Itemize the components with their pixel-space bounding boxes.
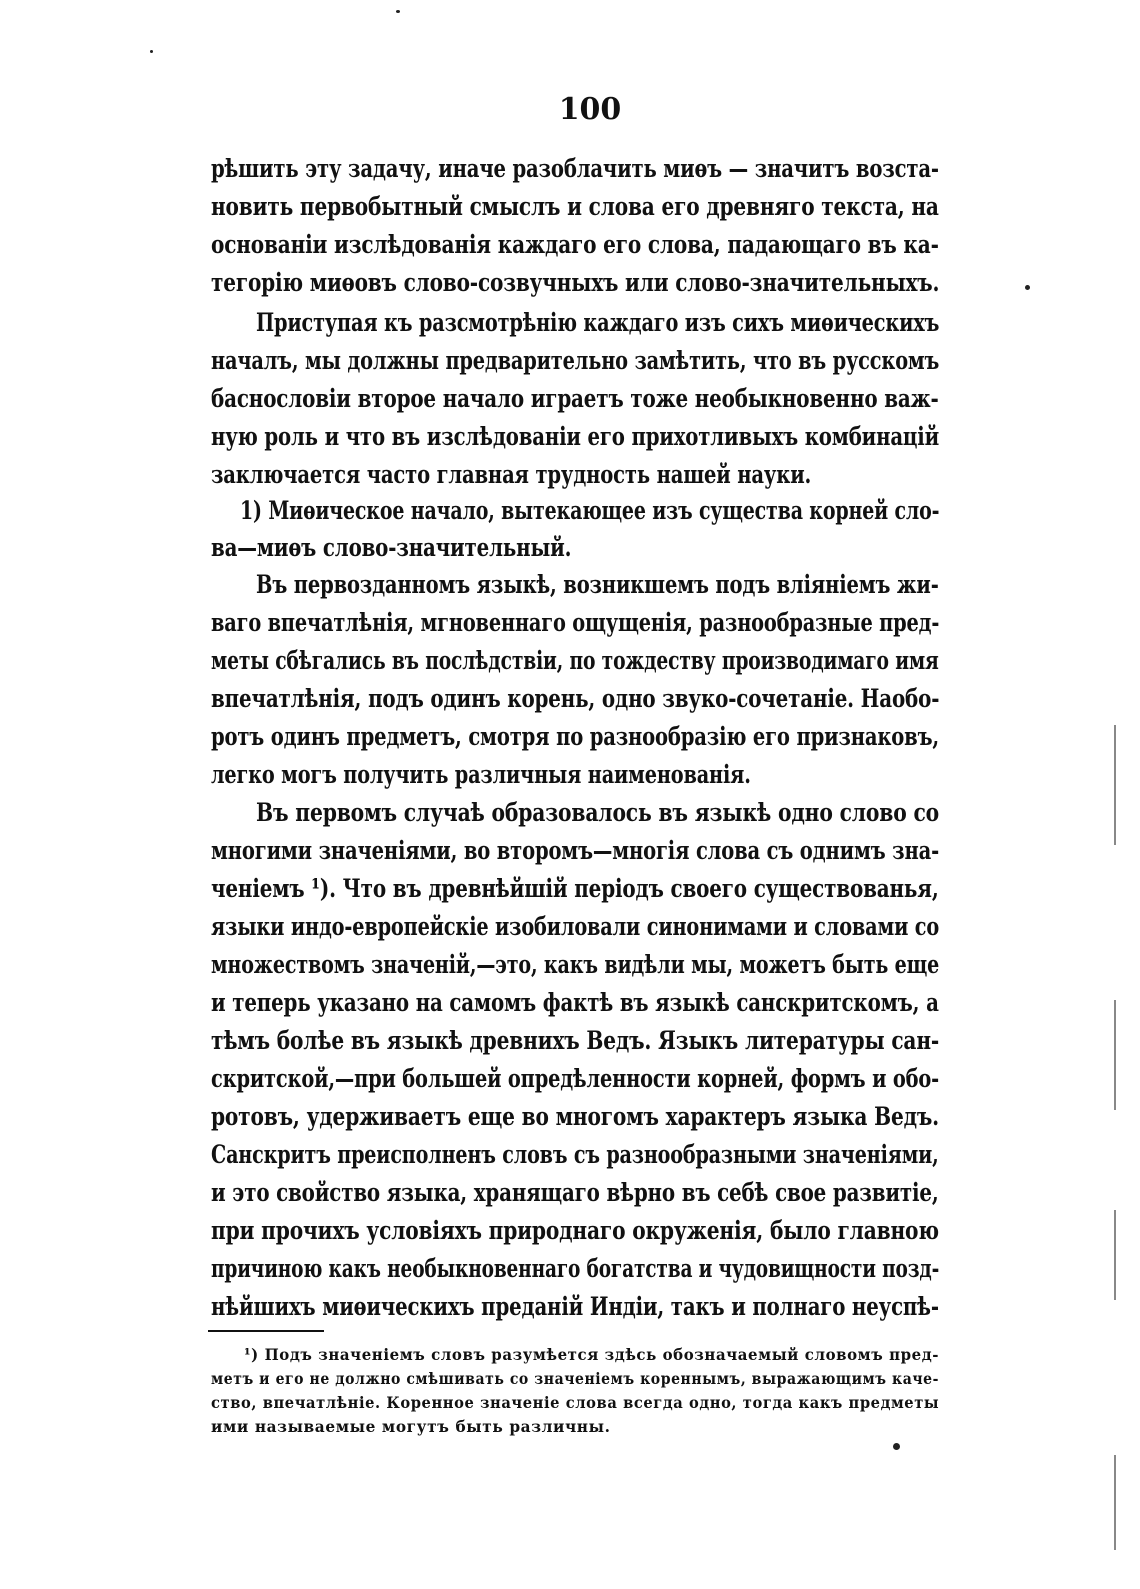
text-line: множествомъ значеній,—это, какъ видѣли мы, можетъ быть еще: [211, 950, 940, 979]
scan-edge-line: [1114, 1455, 1116, 1550]
text-line: ваго впечатлѣнія, мгновеннаго ощущенія, разнообразные пред-: [211, 608, 940, 637]
text-line: впечатлѣнія, подъ одинъ корень, одно звуко-сочетаніе. Наобо-: [211, 684, 940, 713]
scan-speck: [1025, 285, 1030, 290]
footnote-line: ¹) Подъ значеніемъ словъ разумѣется здѣсь обозначаемый словомъ пред-: [244, 1345, 940, 1364]
text-line: меты сбѣгались въ послѣдствіи, по тождеству производимаго имя: [211, 646, 939, 675]
text-line: Приступая къ разсмотрѣнію каждаго изъ сихъ миѳическихъ: [256, 308, 940, 337]
text-line: нѣйшихъ миѳическихъ преданій Индіи, такъ и полнаго неуспѣ-: [211, 1292, 939, 1321]
footnote-divider: [208, 1330, 324, 1332]
text-line: Въ первомъ случаѣ образовалось въ языкѣ одно слово со: [256, 798, 940, 827]
text-line: новить первобытный смыслъ и слова его древняго текста, на: [211, 192, 939, 221]
text-line: началъ, мы должны предварительно замѣтить, что въ русскомъ: [211, 346, 940, 375]
text-line: тѣмъ болѣе въ языкѣ древнихъ Ведъ. Языкъ литературы сан-: [211, 1026, 940, 1055]
footnote-line: метъ и его не должно смѣшивать со значеніемъ кореннымъ, выражающимъ каче-: [211, 1369, 940, 1388]
text-line: Въ первозданномъ языкѣ, возникшемъ подъ вліяніемъ жи-: [256, 570, 939, 599]
text-line: при прочихъ условіяхъ природнаго окруженія, было главною: [211, 1216, 939, 1245]
text-line: ротъ одинъ предметъ, смотря по разнообразію его признаковъ,: [211, 722, 940, 751]
text-line: ченіемъ ¹). Что въ древнѣйшій періодъ своего существованья,: [211, 874, 939, 903]
scan-speck: [396, 10, 400, 13]
scan-speck: [893, 1443, 900, 1450]
text-line: причиною какъ необыкновеннаго богатства и чудовищности позд-: [211, 1254, 940, 1283]
text-line: и это свойство языка, хранящаго вѣрно въ себѣ свое развитіе,: [211, 1178, 939, 1207]
footnote-line: ими называемые могутъ быть различны.: [211, 1417, 611, 1436]
text-line: и теперь указано на самомъ фактѣ въ языкѣ санскритскомъ, а: [211, 988, 939, 1017]
text-line: языки индо-европейскіе изобиловали синонимами и словами со: [211, 912, 940, 941]
text-line: 1) Миѳическое начало, вытекающее изъ существа корней сло-: [240, 496, 940, 525]
text-line: легко могъ получить различныя наименованія.: [211, 760, 751, 789]
scan-edge-line: [1114, 1000, 1116, 1110]
scan-edge-line: [1114, 725, 1116, 845]
text-line: рѣшить эту задачу, иначе разоблачить миѳъ — значитъ возста-: [211, 154, 939, 183]
text-line: многими значеніями, во второмъ—многія слова съ однимъ зна-: [211, 836, 940, 865]
text-line: ва—миѳъ слово-значительный.: [211, 533, 572, 562]
text-line: тегорію миѳовъ слово-созвучныхъ или слово-значительныхъ.: [211, 268, 940, 297]
text-line: основаніи изслѣдованія каждаго его слова, падающаго въ ка-: [211, 230, 939, 259]
text-line: Санскритъ преисполненъ словъ съ разнообразными значеніями,: [211, 1140, 939, 1169]
text-line: ную роль и что въ изслѣдованіи его прихотливыхъ комбинацій: [211, 422, 940, 451]
scan-edge-line: [1114, 1210, 1116, 1300]
text-line: заключается часто главная трудность нашей науки.: [211, 460, 812, 489]
text-line: скритской,—при большей опредѣленности корней, формъ и обо-: [211, 1064, 940, 1093]
scan-speck: [150, 50, 153, 53]
footnote-line: ство, впечатлѣніе. Коренное значеніе слова всегда одно, тогда какъ предметы: [211, 1393, 940, 1412]
page-number: 100: [558, 92, 622, 127]
text-line: баснословіи второе начало играетъ тоже необыкновенно важ-: [211, 384, 939, 413]
text-line: ротовъ, удерживаетъ еще во многомъ характеръ языка Ведъ.: [211, 1102, 939, 1131]
